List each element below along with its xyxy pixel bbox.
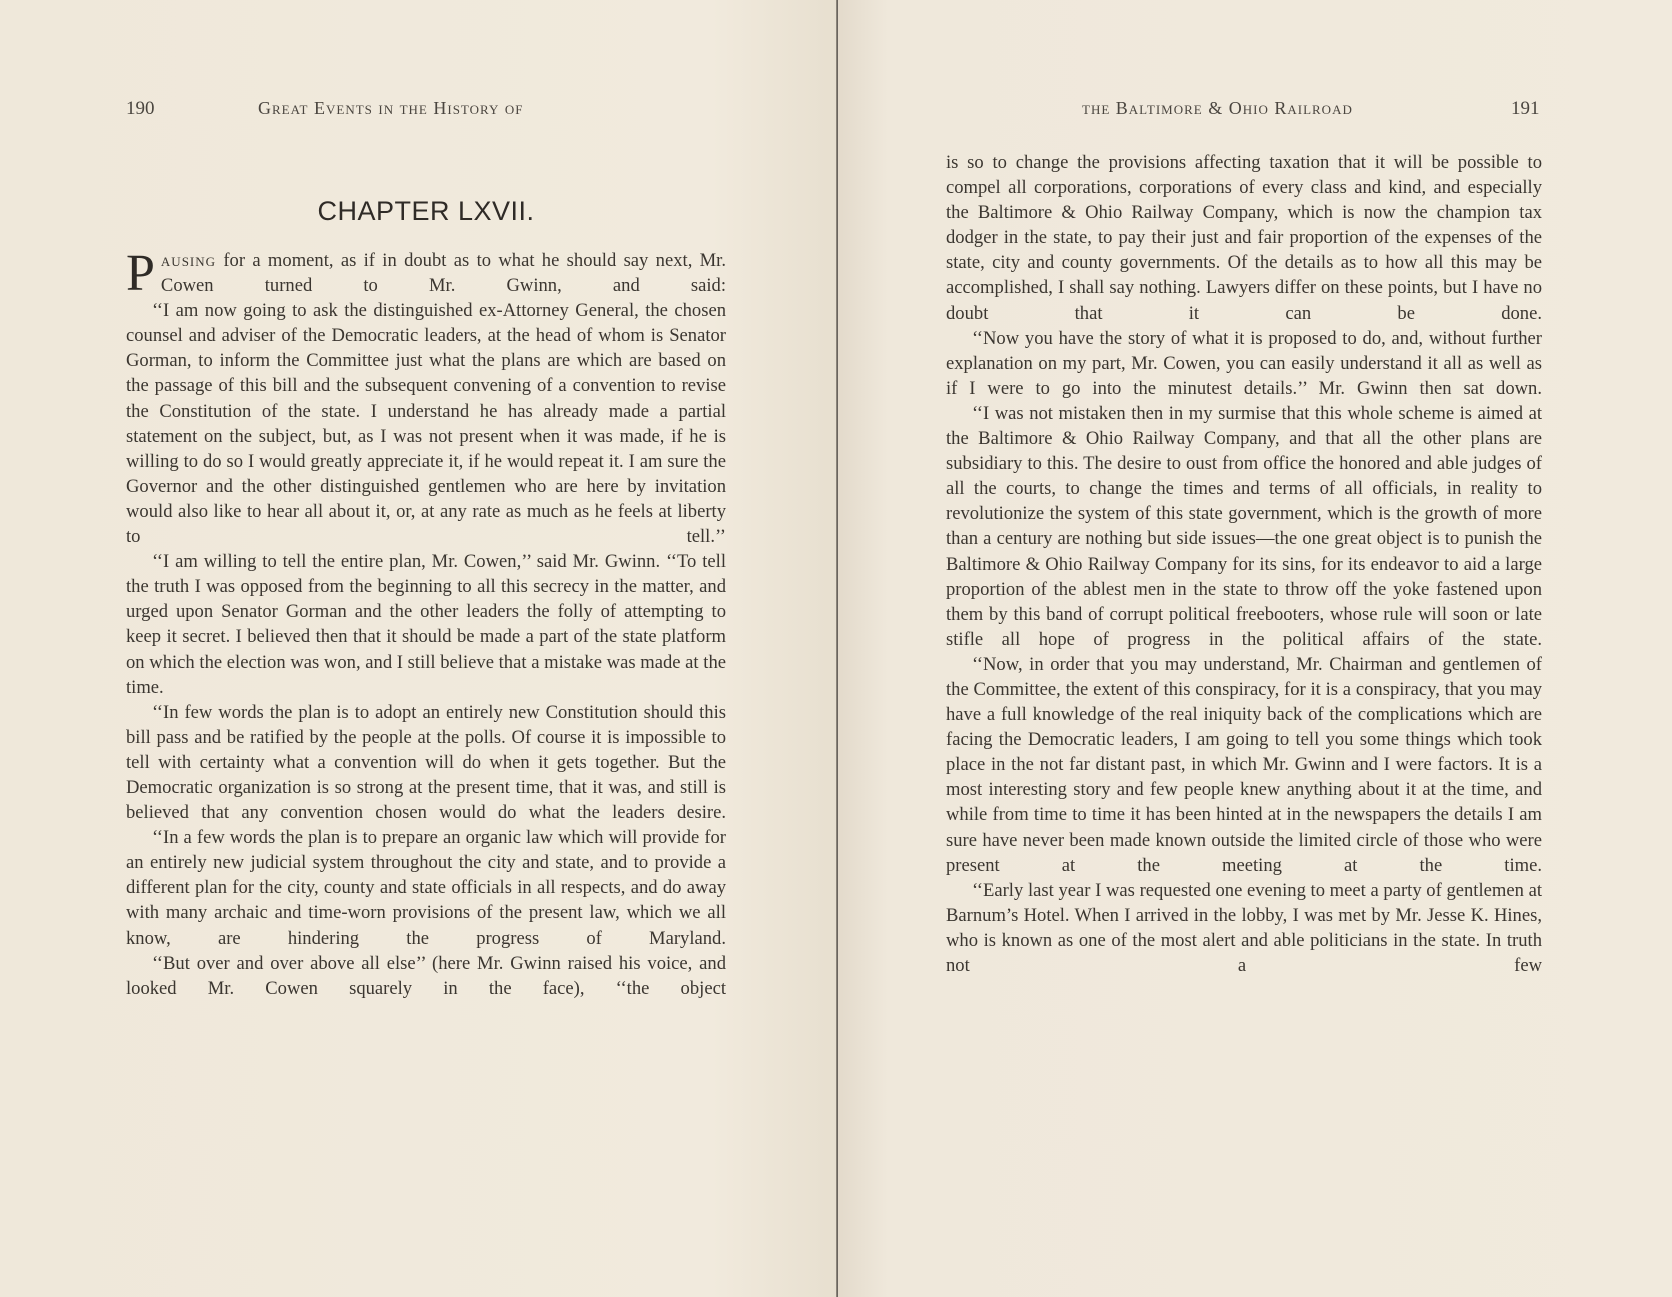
running-head: the Baltimore & Ohio Railroad <box>1082 98 1353 118</box>
paragraph: ‘‘I am willing to tell the entire plan, Mr. Cowen,’’ said Mr. Gwinn. ‘‘To tell the truth I was opposed from the beginning to all this secrecy in the matter, and urged upon Senator Gorman and the other leaders the folly of attempting to keep it secret. I believed then that it should be made a part of the state platform on which the election was won, and I still believe that a mistake was made at the time. <box>126 551 726 698</box>
paragraph: ‘‘In few words the plan is to adopt an entirely new Constitution should this bill pass and be ratified by the people at the polls. Of course it is impossible to tell with certainty what a convention will do when it gets together. But the Democratic organization is so strong at the present time, that it was, and still is believed that any convention chosen would do what the leaders desire. <box>126 701 726 824</box>
paragraph: is so to change the provisions affecting taxation that it will be possible to compel all corporations, corporations of every class and kind, and especially the Baltimore & Ohio Railway Company, which is now the champion tax dodger in the state, to pay their just and fair proportion of the expenses of the state, city and county governments. Of the details as to how all this may be accomplished, I shall say nothing. Lawyers differ on these points, but I have no doubt that it can be done. <box>946 152 1542 324</box>
drop-cap: P <box>126 245 155 302</box>
paragraph: ‘‘Now you have the story of what it is proposed to do, and, without further explanation on my part, Mr. Cowen, you can easily understand it all as well as if I were to go into the minutest details.’’ Mr. Gwinn then sat down. <box>946 327 1542 399</box>
paragraph: ‘‘I was not mistaken then in my surmise that this whole scheme is aimed at the Baltimore & Ohio Railway Company, and that all the other plans are subsidiary to this. The desire to oust from office the honored and able judges of all the courts, to change the times and terms of all officials, in reality to revolutionize the system of this state government, which is the growth of more than a century are nothing but side issues—the one great object is to punish the Baltimore & Ohio Railway Company for its sins, for its endeavor to aid a large proportion of the ablest men in the state to throw off the yoke fastened upon them by this band of corrupt political freebooters, whose rule will soon or late stifle all hope of progress in the political affairs of the state. <box>946 402 1542 650</box>
paragraph <box>126 245 726 302</box>
paragraph: ‘‘But over and over above all else’’ (here Mr. Gwinn raised his voice, and looked Mr. Cowen squarely in the face), ‘‘the object <box>126 952 726 999</box>
page-number: 190 <box>126 98 155 119</box>
paragraph: ‘‘In a few words the plan is to prepare an organic law which will provide for an entirely new judicial system throughout the city and state, and to provide a different plan for the city, county and state officials in all respects, and do away with many archaic and time-worn provisions of the present law, which we all know, are hindering the progress of Maryland. <box>126 827 726 949</box>
body-text <box>126 245 726 1001</box>
paragraph: ‘‘Now, in order that you may understand, Mr. Chairman and gentlemen of the Committee, the extent of this conspiracy, for it is a conspiracy, that you may have a full knowledge of the real iniquity back of the complications which are facing the Democratic leaders, I am going to tell you some things which took place in the not far distant past, in which Mr. Gwinn and I were factors. It is a most interesting story and few people knew anything about it at the time, and while from time to time it has been hinted at in the newspapers the details I am sure have never been made known outside the limited circle of those who were present at the meeting at the time. <box>946 653 1542 876</box>
page-number: 191 <box>1511 98 1540 119</box>
paragraph: ‘‘I am now going to ask the distinguished ex-Attorney General, the chosen counsel and adviser of the Democratic leaders, at the head of whom is Senator Gorman, to inform the Committee just what the plans are which are based on the passage of this bill and the subsequent convening of a convention to revise the Constitution of the state. I understand he has already made a partial statement on the subject, but, as I was not present when it was made, if he is willing to do so I would greatly appreciate it, if he would repeat it. I am sure the Governor and the other distinguished gentlemen who are here by invitation would also like to hear all about it, or, at any rate as much as he feels at liberty to tell.’’ <box>126 300 726 548</box>
body-text <box>946 150 1542 978</box>
paragraph: ‘‘Early last year I was requested one evening to meet a party of gentlemen at Barnum’s Hotel. When I arrived in the lobby, I was met by Mr. Jesse K. Hines, who is known as one of the most alert and able politicians in the state. In truth not a few <box>946 879 1542 976</box>
paragraph-text: for a moment, as if in doubt as to what he should say next, Mr. Cowen turned to Mr. Gwinn, and said: <box>160 250 726 297</box>
opening-word: ausing <box>160 250 217 271</box>
right-page <box>838 0 1672 1297</box>
running-head: Great Events in the History of <box>258 98 524 118</box>
chapter-title: CHAPTER LXVII. <box>317 196 535 226</box>
